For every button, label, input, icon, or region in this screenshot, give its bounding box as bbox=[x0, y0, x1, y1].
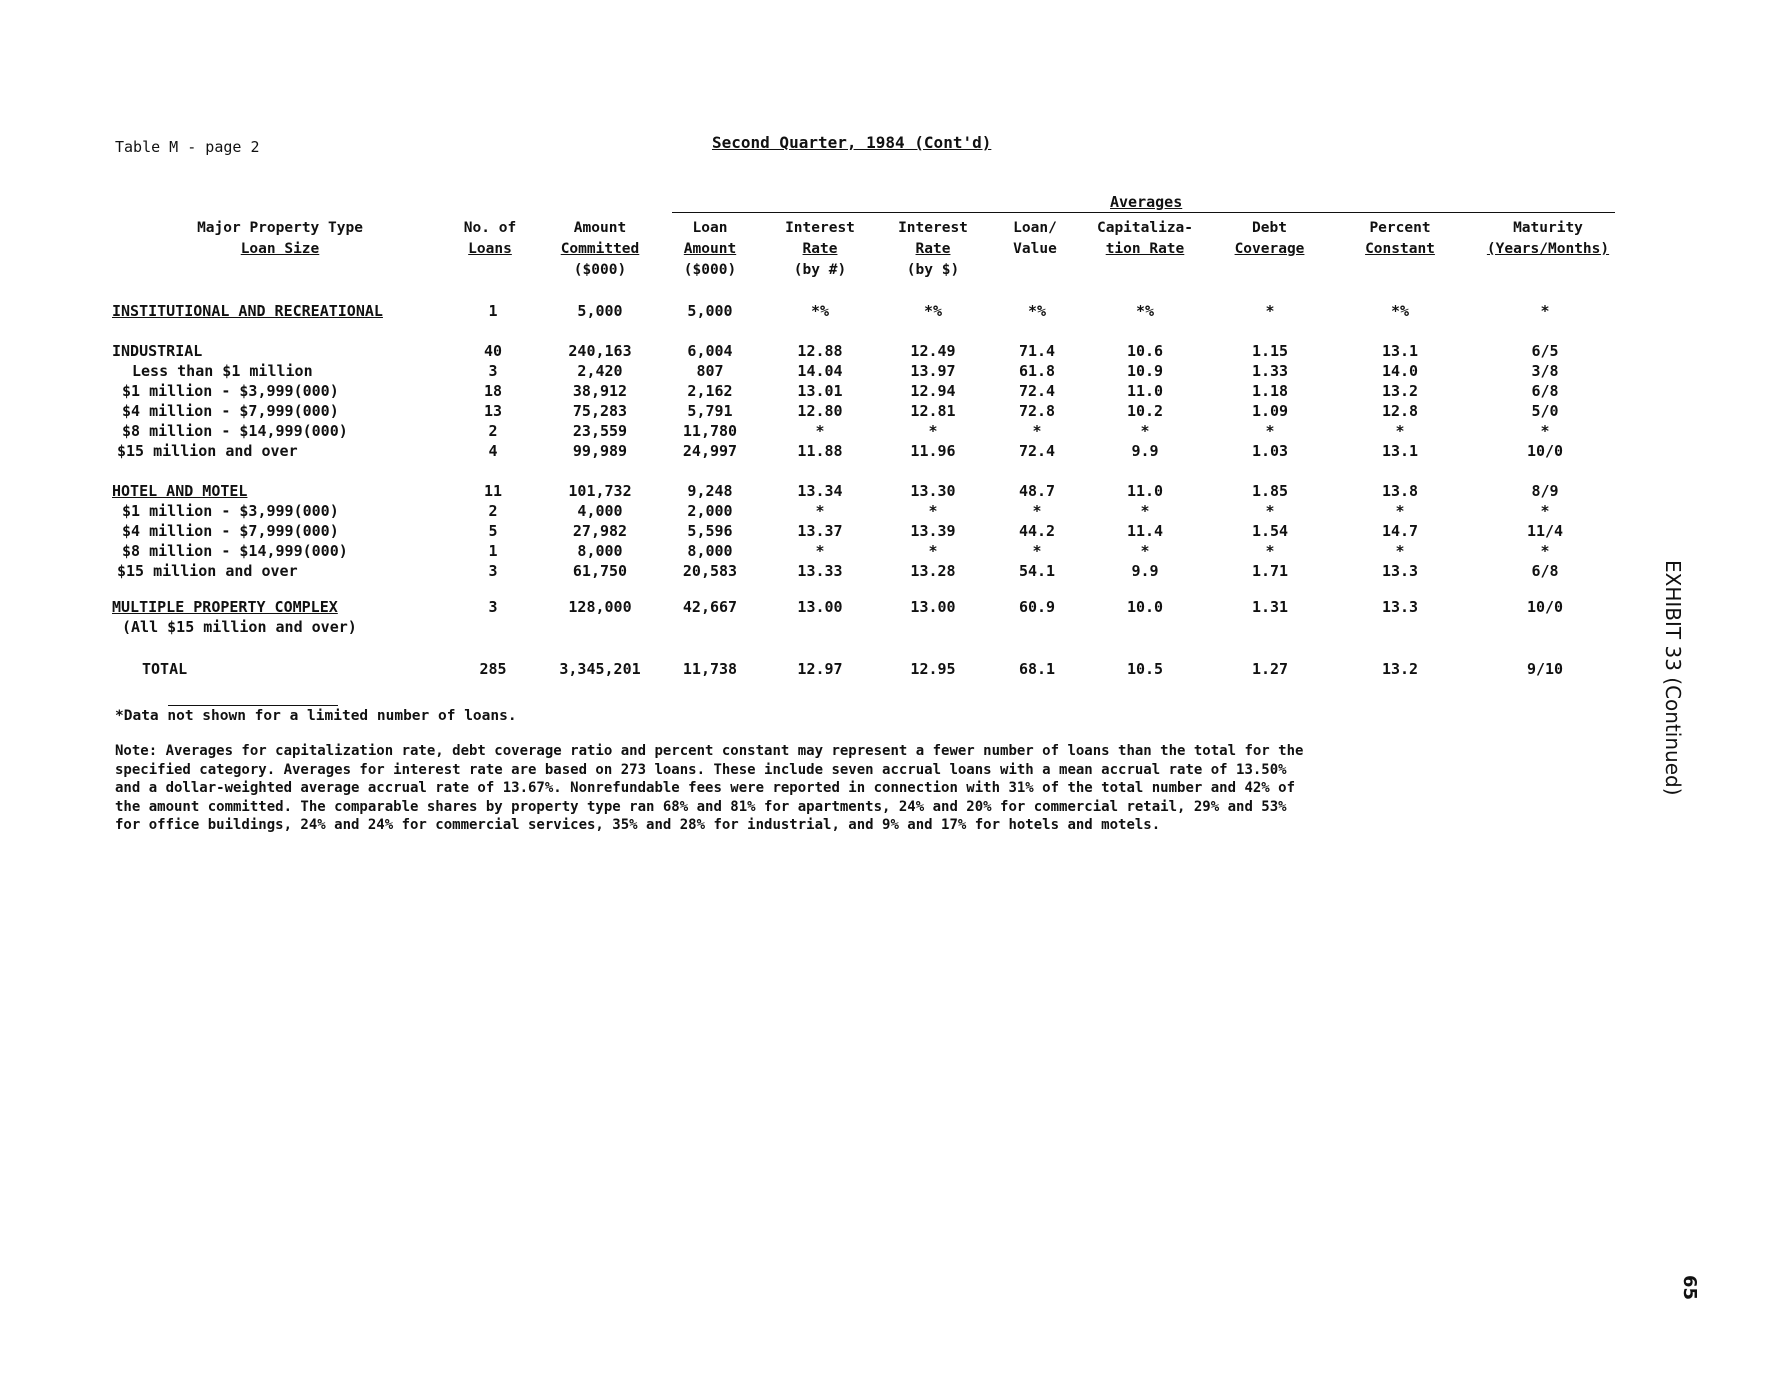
cell-no-loans: 5 bbox=[488, 522, 498, 540]
cell-capitalization-rate: *% bbox=[1135, 302, 1155, 320]
cell-loan-value: 61.8 bbox=[1018, 362, 1056, 380]
cell-amount-committed: 2,420 bbox=[577, 362, 623, 380]
cell-no-loans: 1 bbox=[488, 302, 498, 320]
page-number: 65 bbox=[1679, 1275, 1700, 1301]
table-row bbox=[0, 598, 1780, 618]
cell-no-loans: 11 bbox=[483, 482, 503, 500]
cell-loan-value: 44.2 bbox=[1018, 522, 1056, 540]
header-line: Loans bbox=[468, 241, 512, 257]
table-row bbox=[0, 482, 1780, 502]
cell-interest-rate-by-dollar: 13.97 bbox=[910, 362, 956, 380]
header-loan-value bbox=[1000, 218, 1070, 260]
page-heading: Second Quarter, 1984 (Cont'd) bbox=[712, 133, 992, 152]
cell-interest-rate-by-number: 13.34 bbox=[797, 482, 843, 500]
cell-capitalization-rate: 10.2 bbox=[1126, 402, 1164, 420]
cell-debt-coverage: 1.09 bbox=[1251, 402, 1289, 420]
cell-interest-rate-by-dollar: * bbox=[928, 422, 938, 440]
cell-interest-rate-by-number: 13.00 bbox=[797, 598, 843, 616]
cell-debt-coverage: * bbox=[1265, 302, 1275, 320]
cell-interest-rate-by-number: 12.88 bbox=[797, 342, 843, 360]
row-label: $4 million - $7,999(000) bbox=[122, 402, 339, 420]
cell-loan-amount: 9,248 bbox=[687, 482, 733, 500]
cell-percent-constant: * bbox=[1395, 502, 1405, 520]
cell-loan-value: 48.7 bbox=[1018, 482, 1056, 500]
cell-interest-rate-by-number: 12.80 bbox=[797, 402, 843, 420]
cell-amount-committed: 99,989 bbox=[572, 442, 628, 460]
cell-capitalization-rate: 10.9 bbox=[1126, 362, 1164, 380]
table-row bbox=[0, 402, 1780, 422]
cell-amount-committed: 75,283 bbox=[572, 402, 628, 420]
cell-maturity: 3/8 bbox=[1531, 362, 1559, 380]
cell-amount-committed: 61,750 bbox=[572, 562, 628, 580]
cell-loan-amount: 5,000 bbox=[687, 302, 733, 320]
cell-maturity: 8/9 bbox=[1531, 482, 1559, 500]
cell-loan-amount: 6,004 bbox=[687, 342, 733, 360]
note-paragraph bbox=[115, 742, 1555, 835]
cell-interest-rate-by-number: 13.01 bbox=[797, 382, 843, 400]
cell-maturity: * bbox=[1540, 302, 1550, 320]
cell-interest-rate-by-dollar: 13.30 bbox=[910, 482, 956, 500]
footnote-rule bbox=[168, 705, 338, 706]
note-line: the amount committed. The comparable shares by property type ran 68% and 81% for apartments, 24% and 20% for commercial retail, 29% and 53% bbox=[115, 798, 1287, 815]
cell-loan-amount: 2,000 bbox=[687, 502, 733, 520]
cell-maturity: * bbox=[1540, 502, 1550, 520]
cell-debt-coverage: 1.18 bbox=[1251, 382, 1289, 400]
cell-debt-coverage: * bbox=[1265, 542, 1275, 560]
header-capitalization-rate bbox=[1080, 218, 1210, 260]
header-percent-constant bbox=[1350, 218, 1450, 260]
table-row bbox=[0, 618, 1780, 638]
footnote: *Data not shown for a limited number of loans. bbox=[115, 708, 517, 724]
header-no-loans bbox=[445, 218, 535, 260]
note-line: for office buildings, 24% and 24% for commercial services, 35% and 28% for industrial, and 9% and 17% for hotels and motels. bbox=[115, 817, 1161, 833]
header-line: tion Rate bbox=[1105, 241, 1185, 257]
header-line: Interest bbox=[785, 220, 855, 236]
header-line: Coverage bbox=[1234, 241, 1305, 257]
cell-percent-constant: 13.2 bbox=[1381, 382, 1419, 400]
row-label: (All $15 million and over) bbox=[122, 618, 357, 636]
cell-interest-rate-by-number: *% bbox=[810, 302, 830, 320]
row-label: $8 million - $14,999(000) bbox=[122, 422, 348, 440]
cell-amount-committed: 101,732 bbox=[568, 482, 632, 500]
table-row bbox=[0, 442, 1780, 462]
cell-debt-coverage: 1.31 bbox=[1251, 598, 1289, 616]
cell-amount-committed: 8,000 bbox=[577, 542, 623, 560]
cell-interest-rate-by-dollar: 12.81 bbox=[910, 402, 956, 420]
cell-amount-committed: 27,982 bbox=[572, 522, 628, 540]
header-line: (Years/Months) bbox=[1486, 241, 1610, 257]
cell-interest-rate-by-number: 14.04 bbox=[797, 362, 843, 380]
cell-loan-value: *% bbox=[1027, 302, 1047, 320]
table-row bbox=[0, 562, 1780, 582]
cell-maturity: 6/5 bbox=[1531, 342, 1559, 360]
cell-debt-coverage: 1.54 bbox=[1251, 522, 1289, 540]
cell-loan-value: 60.9 bbox=[1018, 598, 1056, 616]
cell-percent-constant: * bbox=[1395, 542, 1405, 560]
cell-loan-amount: 5,596 bbox=[687, 522, 733, 540]
cell-percent-constant: 14.0 bbox=[1381, 362, 1419, 380]
cell-percent-constant: 13.1 bbox=[1381, 342, 1419, 360]
cell-loan-value: 68.1 bbox=[1018, 660, 1056, 678]
header-line: Capitaliza- bbox=[1096, 220, 1194, 236]
cell-interest-rate-by-number: 13.37 bbox=[797, 522, 843, 540]
table-row bbox=[0, 542, 1780, 562]
cell-percent-constant: 12.8 bbox=[1381, 402, 1419, 420]
cell-no-loans: 3 bbox=[488, 598, 498, 616]
cell-percent-constant: 13.2 bbox=[1381, 660, 1419, 678]
cell-no-loans: 3 bbox=[488, 562, 498, 580]
cell-loan-value: 72.4 bbox=[1018, 442, 1056, 460]
cell-capitalization-rate: 11.0 bbox=[1126, 382, 1164, 400]
note-line: Note: Averages for capitalization rate, debt coverage ratio and percent constant may represent a fewer number of loans than the total for the bbox=[115, 743, 1304, 759]
cell-no-loans: 2 bbox=[488, 502, 498, 520]
cell-no-loans: 18 bbox=[483, 382, 503, 400]
cell-interest-rate-by-dollar: 12.49 bbox=[910, 342, 956, 360]
cell-loan-amount: 42,667 bbox=[682, 598, 738, 616]
cell-loan-amount: 20,583 bbox=[682, 562, 738, 580]
table-label: Table M - page 2 bbox=[115, 138, 260, 156]
cell-maturity: 5/0 bbox=[1531, 402, 1559, 420]
header-line: (by $) bbox=[906, 262, 960, 278]
header-line: Interest bbox=[898, 220, 968, 236]
cell-debt-coverage: 1.15 bbox=[1251, 342, 1289, 360]
header-line: No. of bbox=[463, 220, 517, 236]
cell-maturity: 9/10 bbox=[1526, 660, 1564, 678]
cell-maturity: 6/8 bbox=[1531, 382, 1559, 400]
cell-no-loans: 285 bbox=[479, 660, 507, 678]
cell-loan-value: 71.4 bbox=[1018, 342, 1056, 360]
table-row bbox=[0, 522, 1780, 542]
cell-maturity: 11/4 bbox=[1526, 522, 1564, 540]
cell-loan-amount: 11,780 bbox=[682, 422, 738, 440]
header-line: Major Property Type bbox=[197, 220, 363, 236]
cell-loan-amount: 2,162 bbox=[687, 382, 733, 400]
header-line: Debt bbox=[1252, 220, 1287, 236]
cell-capitalization-rate: 11.0 bbox=[1126, 482, 1164, 500]
cell-amount-committed: 128,000 bbox=[568, 598, 632, 616]
cell-loan-value: * bbox=[1032, 502, 1042, 520]
cell-loan-amount: 807 bbox=[696, 362, 724, 380]
cell-capitalization-rate: * bbox=[1140, 542, 1150, 560]
table-row bbox=[0, 342, 1780, 362]
cell-amount-committed: 23,559 bbox=[572, 422, 628, 440]
header-line: Committed bbox=[560, 241, 640, 257]
header-loan-amount bbox=[665, 218, 755, 281]
averages-rule bbox=[672, 212, 1615, 213]
cell-interest-rate-by-dollar: 13.39 bbox=[910, 522, 956, 540]
cell-percent-constant: 14.7 bbox=[1381, 522, 1419, 540]
cell-interest-rate-by-dollar: 13.28 bbox=[910, 562, 956, 580]
header-line: Loan bbox=[692, 220, 728, 236]
cell-no-loans: 2 bbox=[488, 422, 498, 440]
table-row bbox=[0, 382, 1780, 402]
cell-debt-coverage: 1.27 bbox=[1251, 660, 1289, 678]
row-label: INDUSTRIAL bbox=[112, 342, 203, 360]
cell-no-loans: 13 bbox=[483, 402, 503, 420]
header-line: Amount bbox=[683, 241, 737, 257]
header-line: Amount bbox=[573, 220, 627, 236]
cell-percent-constant: 13.1 bbox=[1381, 442, 1419, 460]
row-label: $8 million - $14,999(000) bbox=[122, 542, 348, 560]
cell-amount-committed: 240,163 bbox=[568, 342, 632, 360]
header-line: Rate bbox=[915, 241, 951, 257]
header-line: ($000) bbox=[683, 262, 737, 278]
cell-no-loans: 40 bbox=[483, 342, 503, 360]
cell-loan-value: 54.1 bbox=[1018, 562, 1056, 580]
cell-no-loans: 1 bbox=[488, 542, 498, 560]
cell-loan-amount: 5,791 bbox=[687, 402, 733, 420]
cell-capitalization-rate: 10.6 bbox=[1126, 342, 1164, 360]
header-amount-committed bbox=[545, 218, 655, 281]
table-row bbox=[0, 660, 1780, 680]
cell-loan-amount: 8,000 bbox=[687, 542, 733, 560]
cell-maturity: 10/0 bbox=[1526, 598, 1564, 616]
header-line: Constant bbox=[1365, 241, 1435, 257]
header-line: ($000) bbox=[573, 262, 627, 278]
header-maturity bbox=[1468, 218, 1628, 260]
header-line: Maturity bbox=[1513, 220, 1583, 236]
cell-no-loans: 3 bbox=[488, 362, 498, 380]
cell-interest-rate-by-dollar: 11.96 bbox=[910, 442, 956, 460]
table-row bbox=[0, 362, 1780, 382]
note-line: specified category. Averages for interest rate are based on 273 loans. These include seven accrual loans with a mean accrual rate of 13.50% bbox=[115, 761, 1287, 778]
exhibit-label: EXHIBIT 33 (Continued) bbox=[1661, 560, 1685, 796]
cell-interest-rate-by-dollar: * bbox=[928, 502, 938, 520]
header-line: Loan/ bbox=[1013, 220, 1057, 236]
cell-interest-rate-by-number: 13.33 bbox=[797, 562, 843, 580]
cell-debt-coverage: * bbox=[1265, 502, 1275, 520]
cell-interest-rate-by-dollar: 13.00 bbox=[910, 598, 956, 616]
row-label: Less than $1 million bbox=[132, 362, 313, 380]
header-line: (by #) bbox=[793, 262, 847, 278]
cell-interest-rate-by-number: * bbox=[815, 422, 825, 440]
cell-capitalization-rate: * bbox=[1140, 502, 1150, 520]
cell-interest-rate-by-dollar: *% bbox=[923, 302, 943, 320]
cell-loan-value: 72.8 bbox=[1018, 402, 1056, 420]
cell-percent-constant: 13.3 bbox=[1381, 562, 1419, 580]
header-line: Value bbox=[1013, 241, 1057, 257]
row-label: $1 million - $3,999(000) bbox=[122, 382, 339, 400]
cell-capitalization-rate: 11.4 bbox=[1126, 522, 1164, 540]
cell-interest-rate-by-dollar: 12.94 bbox=[910, 382, 956, 400]
note-line: and a dollar-weighted average accrual rate of 13.67%. Nonrefundable fees were reported in connection with 31% of the total number and 42% of bbox=[115, 780, 1296, 796]
cell-interest-rate-by-number: * bbox=[815, 502, 825, 520]
cell-amount-committed: 5,000 bbox=[577, 302, 623, 320]
row-label: TOTAL bbox=[142, 660, 188, 678]
cell-capitalization-rate: * bbox=[1140, 422, 1150, 440]
header-interest-rate-by-number bbox=[770, 218, 870, 281]
cell-interest-rate-by-dollar: * bbox=[928, 542, 938, 560]
row-label: $15 million and over bbox=[117, 562, 298, 580]
cell-amount-committed: 4,000 bbox=[577, 502, 623, 520]
header-interest-rate-by-dollar bbox=[883, 218, 983, 281]
cell-no-loans: 4 bbox=[488, 442, 498, 460]
row-label: $1 million - $3,999(000) bbox=[122, 502, 339, 520]
header-line: Rate bbox=[802, 241, 838, 257]
cell-interest-rate-by-number: 12.97 bbox=[797, 660, 843, 678]
cell-maturity: * bbox=[1540, 422, 1550, 440]
cell-percent-constant: *% bbox=[1390, 302, 1410, 320]
cell-capitalization-rate: 9.9 bbox=[1131, 442, 1159, 460]
cell-maturity: 6/8 bbox=[1531, 562, 1559, 580]
header-property-type bbox=[150, 218, 410, 260]
header-line: Loan Size bbox=[240, 241, 320, 257]
cell-amount-committed: 3,345,201 bbox=[559, 660, 641, 678]
cell-maturity: 10/0 bbox=[1526, 442, 1564, 460]
cell-loan-amount: 11,738 bbox=[682, 660, 738, 678]
row-label: $4 million - $7,999(000) bbox=[122, 522, 339, 540]
cell-percent-constant: 13.3 bbox=[1381, 598, 1419, 616]
cell-maturity: * bbox=[1540, 542, 1550, 560]
header-debt-coverage bbox=[1222, 218, 1317, 260]
cell-loan-value: 72.4 bbox=[1018, 382, 1056, 400]
cell-capitalization-rate: 10.5 bbox=[1126, 660, 1164, 678]
row-label: MULTIPLE PROPERTY COMPLEX bbox=[112, 598, 338, 616]
cell-amount-committed: 38,912 bbox=[572, 382, 628, 400]
table-row bbox=[0, 502, 1780, 522]
table-row bbox=[0, 422, 1780, 442]
averages-label: Averages bbox=[1110, 193, 1183, 211]
cell-debt-coverage: 1.03 bbox=[1251, 442, 1289, 460]
cell-capitalization-rate: 10.0 bbox=[1126, 598, 1164, 616]
cell-interest-rate-by-number: 11.88 bbox=[797, 442, 843, 460]
cell-loan-amount: 24,997 bbox=[682, 442, 738, 460]
header-line: Percent bbox=[1369, 220, 1431, 236]
cell-percent-constant: 13.8 bbox=[1381, 482, 1419, 500]
cell-percent-constant: * bbox=[1395, 422, 1405, 440]
row-label: INSTITUTIONAL AND RECREATIONAL bbox=[112, 302, 383, 320]
cell-debt-coverage: * bbox=[1265, 422, 1275, 440]
cell-debt-coverage: 1.33 bbox=[1251, 362, 1289, 380]
cell-loan-value: * bbox=[1032, 542, 1042, 560]
cell-interest-rate-by-number: * bbox=[815, 542, 825, 560]
table-row bbox=[0, 302, 1780, 322]
row-label: $15 million and over bbox=[117, 442, 298, 460]
cell-capitalization-rate: 9.9 bbox=[1131, 562, 1159, 580]
cell-loan-value: * bbox=[1032, 422, 1042, 440]
cell-debt-coverage: 1.85 bbox=[1251, 482, 1289, 500]
cell-debt-coverage: 1.71 bbox=[1251, 562, 1289, 580]
row-label: HOTEL AND MOTEL bbox=[112, 482, 248, 500]
cell-interest-rate-by-dollar: 12.95 bbox=[910, 660, 956, 678]
